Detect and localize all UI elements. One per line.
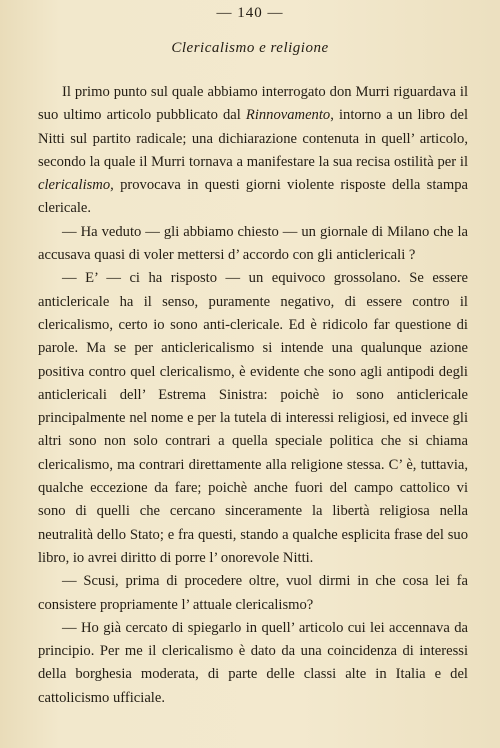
italic-text: Rinnovamento xyxy=(245,107,331,124)
paragraph xyxy=(38,570,468,617)
text-run: provocava in questi giorni violente risposte della stampa clericale. xyxy=(38,177,468,217)
text-run: Il primo punto sul quale abbiamo interrogato don Murri riguardava il suo ultimo articolo pubblicato dal xyxy=(38,84,468,124)
text-run: — Ho già cercato di spiegarlo in quell’ articolo cui lei accennava da principio. Per me il clericalismo è dato da una coincidenza di interessi della borghesia moderata, di parte delle classi alte in Italia e del cattolicismo ufficiale. xyxy=(38,619,468,706)
page-number: — 140 — xyxy=(216,5,284,21)
text-run: — Ha veduto — gli abbiamo chiesto — un giornale di Milano che la accusava quasi di voler mettersi d’ accordo con gli anticlericali ? xyxy=(38,223,468,264)
text-run: — Scusi, prima di procedere oltre, vuol dirmi in che cosa lei fa consistere propriamente l’ attuale clericalismo? xyxy=(38,573,468,613)
chapter-title: Clericalismo e religione xyxy=(171,40,329,56)
paragraph xyxy=(38,267,468,570)
text-run: , intorno a un libro del Nitti sul partito radicale; una dichiarazione contenuta in quell’ articolo, secondo la quale il Murri tornava a manifestare la sua recisa ostilità per il xyxy=(38,107,468,170)
italic-text: clericalismo, xyxy=(38,177,114,194)
paragraph xyxy=(38,221,468,268)
body-text xyxy=(38,81,468,710)
paragraph xyxy=(38,81,468,221)
paragraph xyxy=(38,617,468,710)
text-run: — E’ — ci ha risposto — un equivoco grossolano. Se essere anticlericale ha il senso, puramente negativo, di essere contro il clericalismo, certo io sono anti-clericale. Ed è ridicolo far questione di parole. Ma se per anticlericalismo si intende una qualunque azione positiva contro quel clericalismo, è evidente che sono agli antipodi degli anticlericali dell’ Estrema Sinistra: poichè io sono anticlericale principalmente nel nome e per la tutela di interessi religiosi, ed invece gli altri sono non solo contrari a quella speciale politica che si chiama clericalismo, ma contrari direttamente alla religione stessa. C’ è, tuttavia, qualche eccezione da fare; poichè anche fuori del campo cattolico vi sono di quelli che cercano sinceramente la libertà religiosa nella neutralità dello Stato; e fra questi, stando a qualche esplicita frase del suo libro, io avrei diritto di porre l’ onorevole Nitti. xyxy=(38,270,468,566)
